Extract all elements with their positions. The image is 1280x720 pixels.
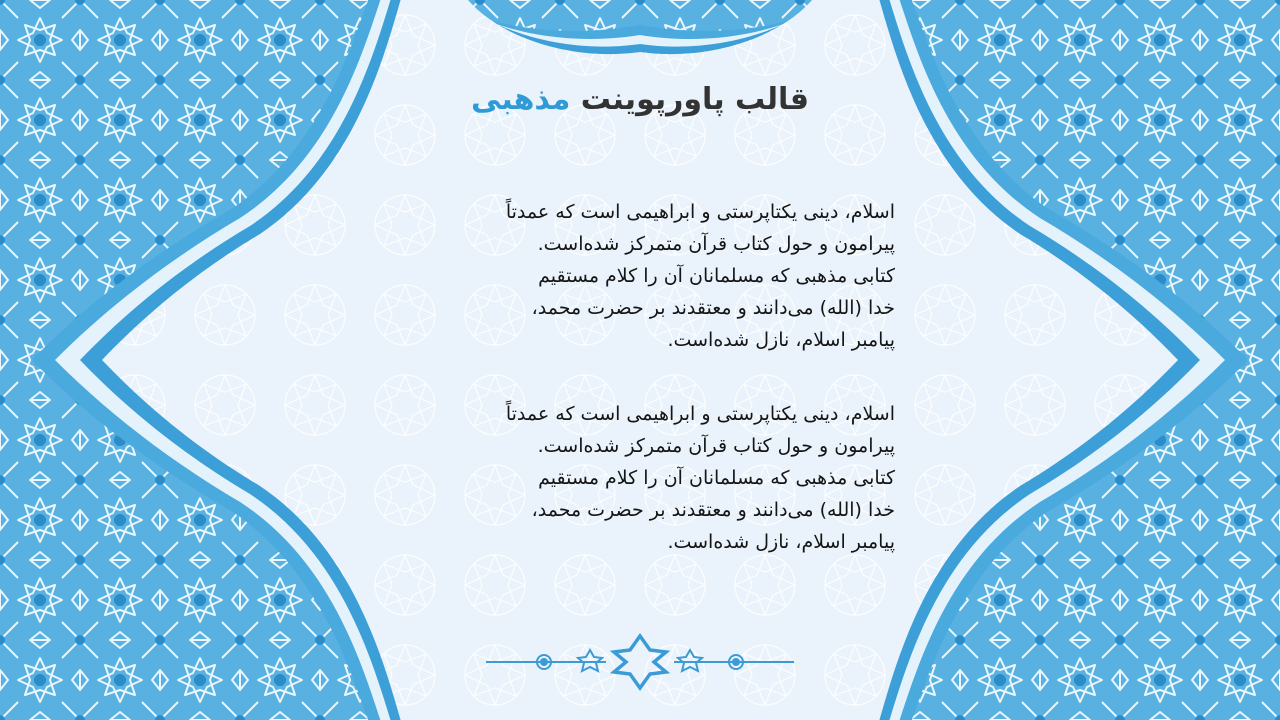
paragraph-line: کتابی مذهبی که مسلمانان آن را کلام مستقیم: [538, 467, 895, 489]
paragraph-line: خدا (الله) می‌دانند و معتقدند بر حضرت محمد،: [531, 499, 895, 521]
title-main: قالب پاورپوینت: [580, 82, 809, 117]
paragraph-line: پیامبر اسلام، نازل شده‌است.: [667, 531, 895, 553]
paragraph-line: پیرامون و حول کتاب قرآن متمرکز شده‌است.: [537, 435, 895, 457]
title-accent: مذهبی: [471, 82, 571, 117]
paragraph-line: خدا (الله) می‌دانند و معتقدند بر حضرت محمد،: [531, 297, 895, 319]
paragraph-line: پیامبر اسلام، نازل شده‌است.: [667, 329, 895, 351]
paragraph-line: اسلام، دینی یکتاپرستی و ابراهیمی است که عمدتاً: [505, 201, 895, 223]
slide-title: [340, 70, 940, 130]
paragraph-2: [350, 398, 895, 558]
paragraph-1: [350, 196, 895, 356]
paragraph-line: پیرامون و حول کتاب قرآن متمرکز شده‌است.: [537, 233, 895, 255]
paragraph-line: کتابی مذهبی که مسلمانان آن را کلام مستقیم: [538, 265, 895, 287]
paragraph-line: اسلام، دینی یکتاپرستی و ابراهیمی است که عمدتاً: [505, 403, 895, 425]
